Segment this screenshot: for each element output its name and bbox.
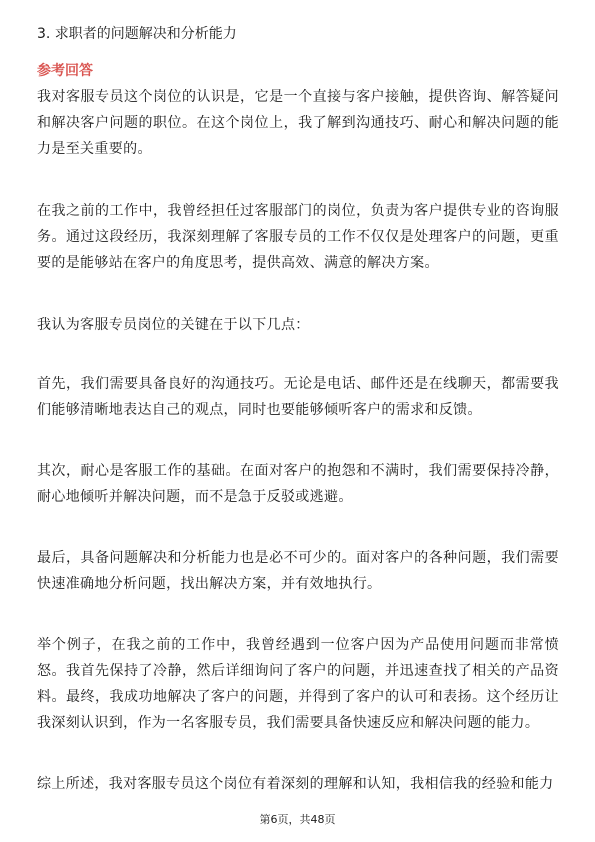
question-heading: 3. 求职者的问题解决和分析能力: [37, 26, 237, 42]
answer-label: 参考回答: [37, 63, 93, 79]
paragraph-3: 我认为客服专员岗位的关键在于以下几点：: [37, 317, 310, 333]
paragraph-4: 首先，我们需要具备良好的沟通技巧。无论是电话、邮件还是在线聊天，都需要我们能够清晰地表达自己的观点，同时也要能够倾听客户的需求和反馈。: [37, 376, 559, 418]
paragraph-7: 举个例子，在我之前的工作中，我曾经遇到一位客户因为产品使用问题而非常愤怒。我首先保持了冷静，然后详细询问了客户的问题，并迅速查找了相关的产品资料。最终，我成功地解决了客户的问题，并得到了客户的认可和表扬。这个经历让我深刻认识到，作为一名客服专员，我们需要具备快速反应和解决问题的能力。: [37, 637, 559, 731]
paragraph-5: 其次，耐心是客服工作的基础。在面对客户的抱怨和不满时，我们需要保持冷静，耐心地倾听并解决问题，而不是急于反驳或逃避。: [37, 463, 559, 505]
paragraph-1: 我对客服专员这个岗位的认识是，它是一个直接与客户接触，提供咨询、解答疑问和解决客户问题的职位。在这个岗位上，我了解到沟通技巧、耐心和解决问题的能力是至关重要的。: [37, 89, 559, 157]
paragraph-8: 综上所述，我对客服专员这个岗位有着深刻的理解和认知，我相信我的经验和能力: [37, 776, 554, 792]
paragraph-2: 在我之前的工作中，我曾经担任过客服部门的岗位，负责为客户提供专业的咨询服务。通过这段经历，我深刻理解了客服专员的工作不仅仅是处理客户的问题，更重要的是能够站在客户的角度思考，提供高效、满意的解决方案。: [37, 203, 559, 271]
page-footer: 第6页，共48页: [259, 813, 336, 826]
paragraph-6: 最后，具备问题解决和分析能力也是必不可少的。面对客户的各种问题，我们需要快速准确地分析问题，找出解决方案，并有效地执行。: [37, 550, 559, 592]
